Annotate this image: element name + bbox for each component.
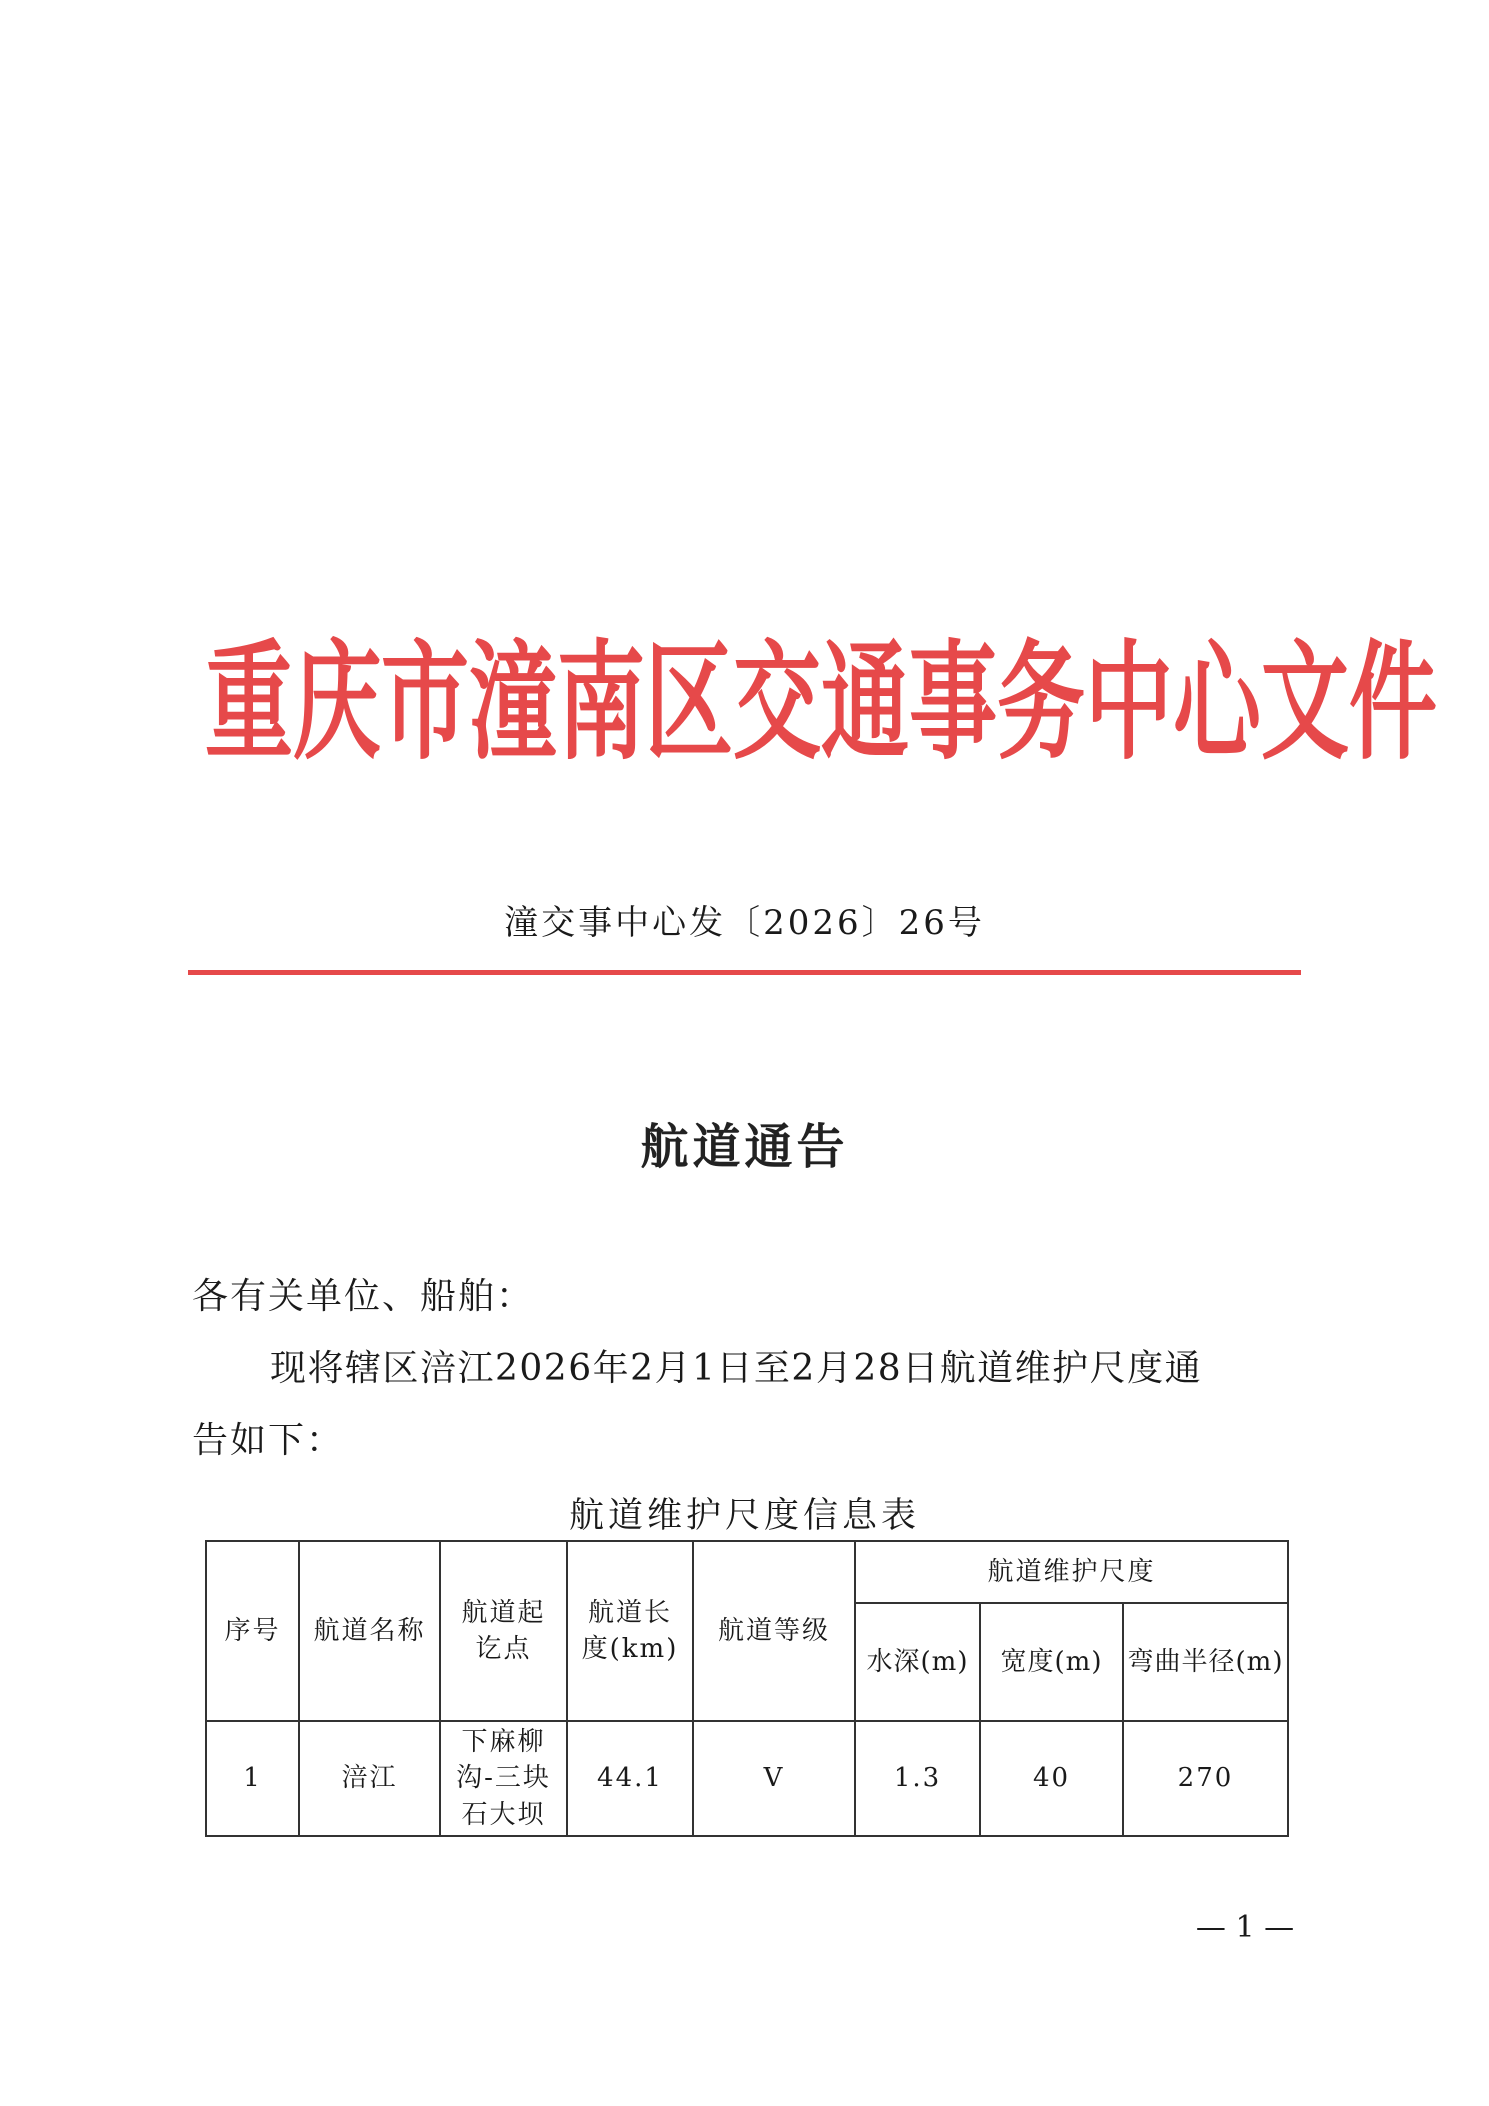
cell-start-end: 下麻柳沟-三块石大坝 [440, 1721, 567, 1836]
table-row [206, 1721, 1288, 1836]
header-name: 航道名称 [299, 1541, 440, 1721]
cell-radius: 270 [1123, 1721, 1288, 1836]
cell-grade: V [693, 1721, 855, 1836]
red-divider-line [188, 970, 1301, 975]
page-number: — 1 — [1195, 1910, 1295, 1945]
cell-width: 40 [980, 1721, 1123, 1836]
header-radius: 弯曲半径(m) [1123, 1603, 1288, 1721]
header-grade: 航道等级 [693, 1541, 855, 1721]
maintenance-dimension-table [205, 1540, 1289, 1837]
cell-seq: 1 [206, 1721, 299, 1836]
header-maintenance-group: 航道维护尺度 [855, 1541, 1288, 1603]
header-width: 宽度(m) [980, 1603, 1123, 1721]
salutation: 各有关单位、船舶： [192, 1276, 535, 1317]
header-depth: 水深(m) [855, 1603, 980, 1721]
notice-title: 航道通告 [640, 1119, 849, 1175]
cell-depth: 1.3 [855, 1721, 980, 1836]
cell-length: 44.1 [567, 1721, 693, 1836]
header-seq: 序号 [206, 1541, 299, 1721]
table-caption: 航道维护尺度信息表 [568, 1496, 920, 1536]
cell-name: 涪江 [299, 1721, 440, 1836]
document-number: 潼交事中心发〔2026〕26号 [504, 903, 985, 943]
body-text-line-1: 现将辖区涪江2026年2月1日至2月28日航道维护尺度通 [270, 1348, 1203, 1389]
body-text-line-2: 告如下： [192, 1420, 345, 1461]
header-start-end: 航道起讫点 [440, 1541, 567, 1721]
header-length: 航道长度(km) [567, 1541, 693, 1721]
masthead-title: 重庆市潼南区交通事务中心文件 [205, 627, 1438, 777]
